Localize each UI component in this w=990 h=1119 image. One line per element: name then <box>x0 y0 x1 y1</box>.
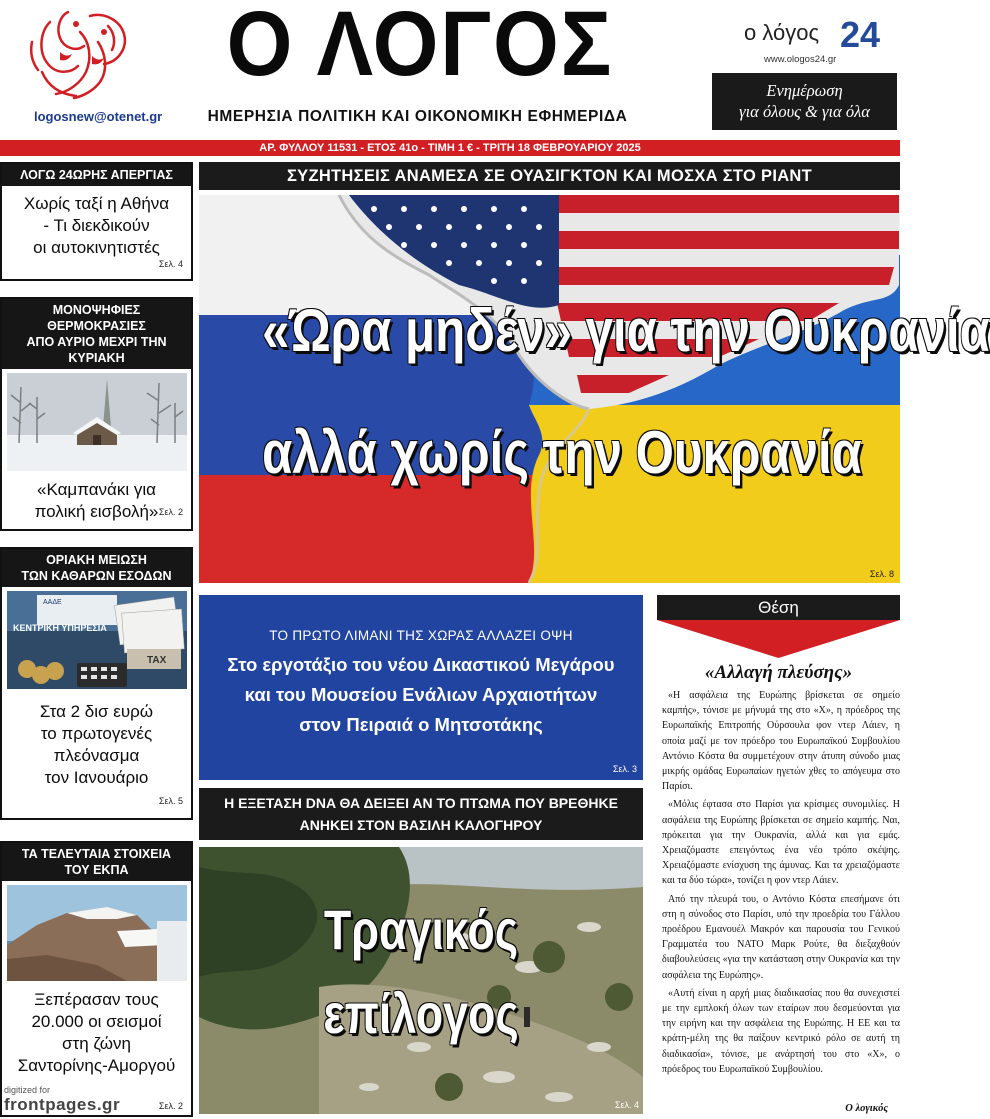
dna-kicker-line: Η ΕΞΕΤΑΣΗ DNA ΘΑ ΔΕΙΞΕΙ ΑΝ ΤΟ ΠΤΩΜΑ ΠΟΥ ΒΡΕΘΗΚΕ <box>224 795 618 811</box>
sidebar-story-earthquakes[interactable] <box>0 841 193 1117</box>
opinion-paragraph: Από την πλευρά του, ο Αντόνιο Κόστα επεσήμανε ότι στη η σύνοδος στο Παρίσι, υπό την προεδρία του Γάλλου προέδρου Εμανουέλ Μακρόν και παρουσία του Γενικού Γραμματέα του ΝΑΤΟ Μαρκ Ρούτε, θα διεξαχθούν διαβουλεύσεις «για την κατάσταση στην Ουκρανία και την ασφάλεια της Ευρώπης». <box>662 893 900 981</box>
santorini-image <box>7 885 187 981</box>
sidebar-kicker <box>2 843 191 881</box>
sidebar-story-taxi[interactable] <box>0 162 193 281</box>
piraeus-story[interactable] <box>199 595 643 780</box>
ologos24-site[interactable]: www.ologos24.gr <box>764 54 837 65</box>
dna-headline-line: Τραγικός <box>323 898 519 961</box>
sidebar-title-line: «Καμπανάκι για <box>37 480 156 499</box>
sidebar-title-line: τον Ιανουάριο <box>44 768 149 787</box>
dna-headline-line: επίλογος <box>323 982 519 1045</box>
main-story-hero[interactable] <box>199 195 990 583</box>
opinion-title: «Αλλαγή πλεύσης» <box>704 662 853 683</box>
issue-info: ΑΡ. ΦΥΛΛΟΥ 11531 - ΕΤΟΣ 41ο - ΤΙΜΗ 1 € - ΤΡΙΤΗ 18 ΦΕΒΡΟΥΑΡΙΟΥ 2025 <box>259 142 641 154</box>
sidebar-kicker-line: ΑΠΟ ΑΥΡΙΟ ΜΕΧΡΙ ΤΗΝ ΚΥΡΙΑΚΗ <box>26 335 167 365</box>
page-ref: Σελ. 8 <box>869 569 894 579</box>
sidebar-kicker <box>2 549 191 587</box>
sidebar-title-line: πλεόνασμα <box>53 746 140 765</box>
tax-authority-image <box>7 591 187 689</box>
sidebar-kicker-line: ΜΟΝΟΨΗΦΙΕΣ ΘΕΡΜΟΚΡΑΣΙΕΣ <box>47 303 146 333</box>
sidebar-kicker-line: ΤΟΥ ΕΚΠΑ <box>64 863 129 877</box>
page-ref: Σελ. 5 <box>158 796 183 806</box>
newspaper-subtitle: ΗΜΕΡΗΣΙΑ ΠΟΛΙΤΙΚΗ ΚΑΙ ΟΙΚΟΝΟΜΙΚΗ ΕΦΗΜΕΡΙΔΑ <box>207 108 628 125</box>
opinion-paragraph: «Μόλις έφτασα στο Παρίσι για κρίσιμες συνομιλίες. Η ασφάλεια της Ευρώπης βρίσκεται σε σημείο καμπής. Ναι, πρόκειται για την Ουκρανία, αλλά και για εμάς. Χρειαζόμαστε επειγόντως ένα νέο τρόπο σκέψης. Χρειαζόμαστε ενίσχυση της άμυνας. Και τα χρειαζόμαστε και τα δύο τώρα», τονίζει η φον ντερ Λάιεν. <box>662 799 900 887</box>
image-text: TAX <box>146 655 166 666</box>
frontpages-site[interactable]: frontpages.gr <box>4 1095 121 1114</box>
piraeus-title <box>199 650 643 740</box>
opinion-paragraph: «Η ασφάλεια της Ευρώπης βρίσκεται σε σημείο καμπής», τόνισε με μήνυμά της στο «Χ», η πρόεδρος της Ευρωπαϊκής Επιτροπής Ούρσουλα φον ντερ Λάιεν, η οποία μαζί με τον πρόεδρο του Ευρωπαϊκού Συμβουλίου Αντόνιο Κόστα θα συμμετέχουν στην άτυπη σύνοδο μιας μικρής ομάδας Ευρωπαίων ηγετών χθες το απόγευμα στο Παρίσι. <box>662 690 900 793</box>
page-ref: Σελ. 3 <box>612 764 637 774</box>
logo-illustration <box>20 2 145 102</box>
snow-cabin-image <box>7 373 187 471</box>
flags-image <box>199 195 990 583</box>
opinion-red-triangle <box>657 620 900 660</box>
piraeus-title-line: Στο εργοτάξιο του νέου Δικαστικού Μεγάρου <box>227 654 615 675</box>
sidebar-title-line: 20.000 οι σεισμοί <box>31 1012 162 1031</box>
opinion-paragraph: «Αυτή είναι η αρχή μιας διαδικασίας που θα συνεχιστεί με την εμπλοκή όλων των εταίρων που δεσμεύονται για την ειρήνη και την ασφάλεια της Ευρώπης. Η ΕΕ και τα κράτη-μέλη της θα παίξουν κεντρικό ρόλο σε αυτή τη διαδικασία», τόνισε, με ανάρτησή του στο «Χ», ο πρόεδρος του Ευρωπαϊκού Συμβουλίου. <box>662 987 900 1075</box>
piraeus-title-line: στον Πειραιά ο Μητσοτάκης <box>299 714 543 735</box>
page-ref: Σελ. 4 <box>614 1100 639 1110</box>
sidebar-kicker: ΛΟΓΩ 24ΩΡΗΣ ΑΠΕΡΓΙΑΣ <box>2 164 191 186</box>
slogan-line: για όλους & για όλα <box>739 102 870 121</box>
sidebar-title-line: - Τι διεκδικούν <box>43 216 150 235</box>
image-text: ΑΑΔΕ <box>42 599 62 606</box>
opinion-body <box>662 688 900 1080</box>
opinion-section-label: Θέση <box>657 595 900 620</box>
sidebar-title-line: Χωρίς ταξί η Αθήνα <box>23 194 170 213</box>
page-ref: Σελ. 4 <box>158 259 183 269</box>
digitized-label: digitized for <box>4 1085 51 1095</box>
sidebar-kicker-line: ΤΑ ΤΕΛΕΥΤΑΙΑ ΣΤΟΙΧΕΙΑ <box>21 847 172 861</box>
sidebar-kicker-line: ΤΩΝ ΚΑΘΑΡΩΝ ΕΣΟΔΩΝ <box>21 569 172 583</box>
sidebar-kicker <box>2 299 191 369</box>
digitized-watermark <box>4 1085 120 1115</box>
sidebar-story-surplus[interactable] <box>0 547 193 820</box>
piraeus-kicker: ΤΟ ΠΡΩΤΟ ΛΙΜΑΝΙ ΤΗΣ ΧΩΡΑΣ ΑΛΛΑΖΕΙ ΟΨΗ <box>269 628 573 643</box>
page-ref: Σελ. 2 <box>158 1101 183 1111</box>
sidebar-title-line: πολική εισβολή» <box>34 502 159 521</box>
main-headline-line: αλλά χωρίς την Ουκρανία <box>262 419 862 486</box>
sidebar-title-line: οι αυτοκινητιστές <box>33 238 160 257</box>
newspaper-title: Ο ΛΟΓΟΣ <box>226 0 614 95</box>
sidebar-kicker-line: ΟΡΙΑΚΗ ΜΕΙΩΣΗ <box>46 553 147 567</box>
sidebar-title-line: το πρωτογενές <box>40 724 153 743</box>
main-headline-line: «Ώρα μηδέν» για την Ουκρανία <box>262 297 990 364</box>
ologos24-logo[interactable] <box>744 14 881 66</box>
piraeus-title-line: και του Μουσείου Ενάλιων Αρχαιοτήτων <box>244 684 598 705</box>
dna-story[interactable] <box>199 847 643 1114</box>
sidebar-story-cold[interactable] <box>0 297 193 531</box>
sidebar-title-line: στη ζώνη <box>62 1034 131 1053</box>
image-text: ΚΕΝΤΡΙΚΗ ΥΠΗΡΕΣΙΑ <box>12 623 107 633</box>
main-story-kicker: ΣΥΖΗΤΗΣΕΙΣ ΑΝΑΜΕΣΑ ΣΕ ΟΥΑΣΙΓΚΤΟΝ ΚΑΙ ΜΟΣΧΑ ΣΤΟ ΡΙΑΝΤ <box>199 162 900 190</box>
slogan-line: Ενημέρωση <box>766 81 843 100</box>
sidebar-title-line: Σαντορίνης-Αμοργού <box>17 1056 176 1075</box>
ologos24-logo-number: 24 <box>840 14 881 55</box>
dna-kicker-line: ΑΝΗΚΕΙ ΣΤΟΝ ΒΑΣΙΛΗ ΚΑΛΟΓΗΡΟΥ <box>299 817 543 833</box>
opinion-signature: Ο λογικός <box>845 1103 888 1114</box>
slogan-box <box>712 73 897 130</box>
page-ref: Σελ. 2 <box>158 507 183 517</box>
ologos24-logo-text: ο λόγος <box>744 20 820 45</box>
dna-story-kicker <box>199 788 643 840</box>
sidebar-title-line: Ξεπέρασαν τους <box>34 990 159 1009</box>
contact-email[interactable]: logosnew@otenet.gr <box>34 109 163 124</box>
sidebar-title-line: Στα 2 δισ ευρώ <box>39 702 154 721</box>
